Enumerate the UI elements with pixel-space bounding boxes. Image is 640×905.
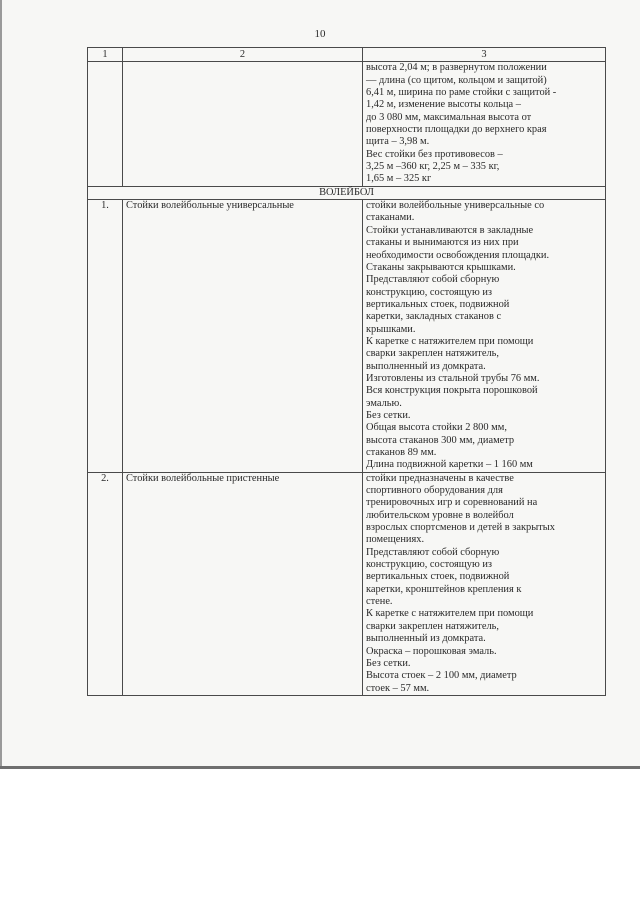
- description-line: эмалью.: [366, 397, 402, 409]
- description-line: стойки волейбольные универсальные со: [366, 200, 545, 212]
- section-header-row: [88, 186, 606, 199]
- specification-table: [87, 47, 606, 696]
- description-line: Стойки устанавливаются в закладные: [366, 224, 534, 236]
- row-name: Стойки волейбольные универсальные: [123, 200, 363, 473]
- description-line: крышками.: [366, 323, 416, 335]
- header-cell-3: 3: [363, 48, 606, 62]
- table-row: [88, 200, 606, 473]
- description-line: щита – 3,98 м.: [366, 136, 430, 148]
- description-line: Длина подвижной каретки – 1 160 мм: [366, 459, 533, 471]
- description-line: выполненный из домкрата.: [366, 360, 486, 372]
- description-line: Общая высота стойки 2 800 мм,: [366, 422, 507, 434]
- description-line: Без сетки.: [366, 657, 411, 669]
- description-line: стаканами.: [366, 212, 415, 224]
- description-line: поверхности площадки до верхнего края: [366, 124, 547, 136]
- description-line: высота 2,04 м; в развернутом положении: [366, 62, 547, 74]
- description-line: взрослых спортсменов и детей в закрытых: [366, 522, 555, 534]
- description-line: стойки предназначены в качестве: [366, 472, 514, 484]
- row-number-cell: [88, 62, 123, 186]
- description-line: 3,25 м –360 кг, 2,25 м – 335 кг,: [366, 161, 500, 173]
- description-line: Без сетки.: [366, 409, 411, 421]
- description-line: Стаканы закрываются крышками.: [366, 261, 516, 273]
- header-cell-2: 2: [123, 48, 363, 62]
- description-line: стене.: [366, 596, 393, 608]
- description-line: 1,42 м, изменение высоты кольца –: [366, 99, 521, 111]
- description-line: вертикальных стоек, подвижной: [366, 571, 510, 583]
- row-name: Стойки волейбольные пристенные: [123, 472, 363, 695]
- description-line: Представляют собой сборную: [366, 274, 500, 286]
- description-line: Изготовлены из стальной трубы 76 мм.: [366, 372, 540, 384]
- description-line: Окраска – порошковая эмаль.: [366, 645, 497, 657]
- description-line: тренировочных игр и соревнований на: [366, 497, 538, 509]
- row-number: 1.: [88, 200, 123, 473]
- description-line: Вся конструкция покрыта порошковой: [366, 385, 538, 397]
- description-line: выполненный из домкрата.: [366, 633, 486, 645]
- description-line: спортивного оборудования для: [366, 485, 503, 497]
- row-description: [363, 200, 606, 473]
- description-line: — длина (со щитом, кольцом и защитой): [366, 74, 547, 86]
- description-line: стаканов 89 мм.: [366, 447, 437, 458]
- description-line: 1,65 м – 325 кг: [366, 173, 432, 185]
- description-line: каретки, закладных стаканов с: [366, 311, 502, 323]
- description-line: сварки закреплен натяжитель,: [366, 348, 499, 360]
- scan-bottom-edge: [0, 766, 640, 769]
- row-description: [363, 472, 606, 695]
- description-line: конструкцию, состоящую из: [366, 559, 493, 571]
- page-number: 10: [314, 28, 326, 40]
- description-line: помещениях.: [366, 534, 425, 546]
- description-line: Высота стоек – 2 100 мм, диаметр: [366, 670, 517, 682]
- description-line: до 3 080 мм, максимальная высота от: [366, 111, 532, 123]
- table-row: [88, 472, 606, 695]
- description-line: необходимости освобождения площадки.: [366, 249, 550, 261]
- description-line: конструкцию, состоящую из: [366, 286, 493, 298]
- description-line: Вес стойки без противовесов –: [366, 148, 503, 160]
- description-line: вертикальных стоек, подвижной: [366, 298, 510, 310]
- row-number: 2.: [88, 472, 123, 695]
- row-name-cell: [123, 62, 363, 186]
- description-line: стоек – 57 мм.: [366, 682, 430, 694]
- row-description-cell: [363, 62, 606, 186]
- description-line: Представляют собой сборную: [366, 546, 500, 558]
- description-line: сварки закреплен натяжитель,: [366, 620, 499, 632]
- header-cell-1: 1: [88, 48, 123, 62]
- description-line: любительском уровне в волейбол: [366, 509, 514, 521]
- section-title: ВОЛЕЙБОЛ: [88, 186, 606, 199]
- description-line: 6,41 м, ширина по раме стойки с защитой -: [366, 87, 557, 99]
- description-line: каретки, кронштейнов крепления к: [366, 583, 522, 595]
- description-line: К каретке с натяжителем при помощи: [366, 608, 534, 620]
- table-header-row: [88, 48, 606, 62]
- description-line: К каретке с натяжителем при помощи: [366, 335, 534, 347]
- scan-left-edge: [0, 0, 2, 768]
- description-line: стаканы и вынимаются из них при: [366, 237, 519, 249]
- table-row-continuation: [88, 62, 606, 186]
- description-line: высота стаканов 300 мм, диаметр: [366, 434, 515, 446]
